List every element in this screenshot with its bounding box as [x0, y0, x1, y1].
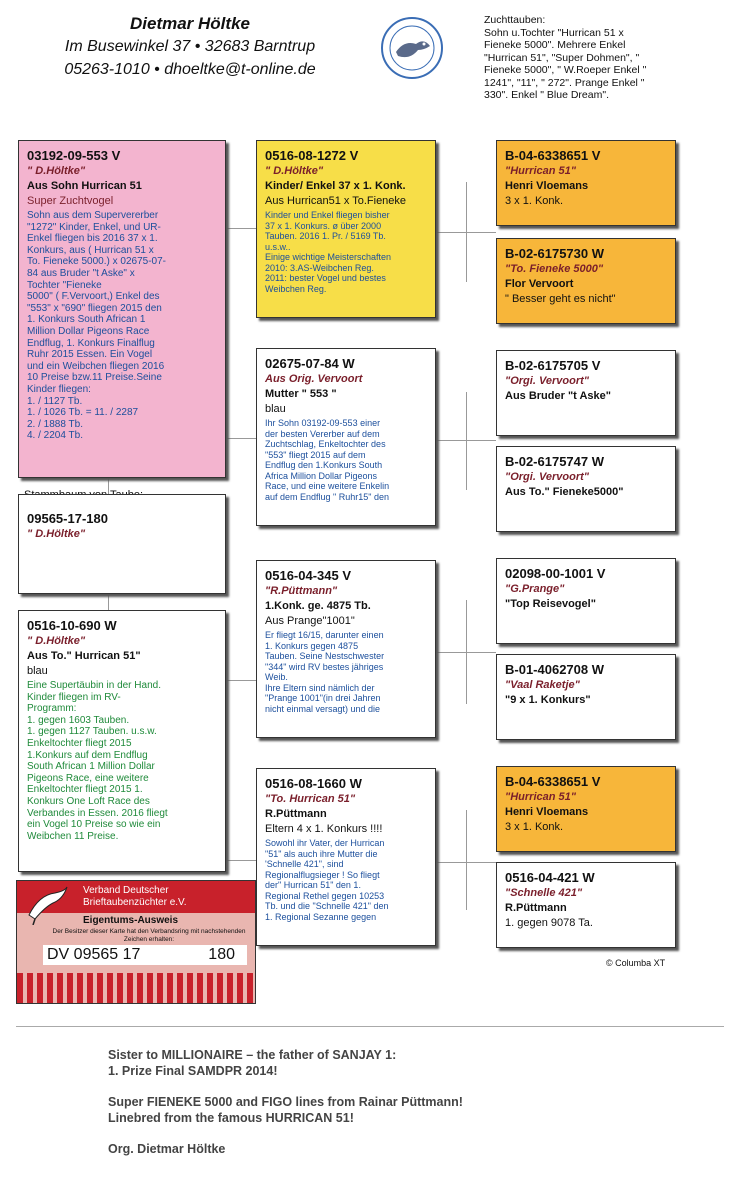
ggp-line1: "Top Reisevogel" — [505, 598, 596, 610]
zucht-line: 330". Enkel " Blue Dream". — [484, 89, 609, 101]
father-breeder: " D.Höltke" — [27, 165, 86, 177]
subject-breeder: " D.Höltke" — [27, 528, 86, 540]
gp3-description — [265, 630, 427, 714]
stork-emblem-icon — [25, 885, 69, 925]
desc-line: Kinder und Enkel fliegen bisher — [265, 210, 390, 220]
desc-line: Weibchen Reg. — [265, 283, 327, 294]
desc-line: 1. gegen 1127 Tauben. u.s.w. — [27, 726, 157, 738]
connector-line — [466, 182, 467, 282]
gp3-line1: 1.Konk. ge. 4875 Tb. — [265, 600, 371, 612]
desc-line: 2010: 3.AS-Weibchen Reg. — [265, 262, 374, 273]
father-card — [18, 140, 226, 478]
zucht-line: Sohn u.Tochter "Hurrican 51 x — [484, 26, 624, 39]
zucht-line: Fieneke 5000", " W.Roeper Enkel " — [484, 64, 647, 76]
great-grandparent-card — [496, 654, 676, 740]
gp1-line2: Aus Hurrican51 x To.Fieneke — [265, 195, 407, 207]
card-pattern-band — [17, 973, 255, 1003]
ggp-line1: Henri Vloemans — [505, 180, 589, 192]
desc-line: auf dem Endflug " Ruhr15" den — [265, 491, 389, 502]
grandparent-card-3 — [256, 560, 436, 738]
mother-description — [27, 680, 217, 842]
desc-line: Ruhr 2015 Essen. Ein Vogel — [27, 349, 153, 361]
desc-line: Endflug den 1.Konkurs South — [265, 460, 383, 470]
gp1-ring: 0516-08-1272 V — [265, 148, 359, 163]
ggp-line2: 3 x 1. Konk. — [505, 821, 564, 833]
bottom-line: 1. Prize Final SAMDPR 2014! — [108, 1064, 278, 1078]
desc-line: ein Vogel 10 Preise so wie ein — [27, 819, 161, 831]
father-line2: Super Zuchtvogel — [27, 195, 114, 207]
mother-line2: blau — [27, 665, 48, 677]
gp2-ring: 02675-07-84 W — [265, 356, 355, 371]
desc-line: 4. / 2204 Tb. — [27, 430, 83, 442]
gp4-line2: Eltern 4 x 1. Konkurs !!!! — [265, 823, 383, 835]
desc-line: Race, und eine weitere Enkelin — [265, 481, 390, 491]
desc-line: "Prange 1001"(in drei Jahren — [265, 693, 381, 703]
desc-line: Ihr Sohn 03192-09-553 einer — [265, 418, 381, 428]
bottom-line: Org. Dietmar Höltke — [108, 1142, 226, 1156]
ggp-ring: B-02-6175747 W — [505, 454, 604, 469]
desc-line: Tauben. 2016 1. Pr. / 5169 Tb. — [265, 231, 386, 241]
ggp-ring: 0516-04-421 W — [505, 870, 595, 885]
desc-line: 1. Konkurs gegen 4875 — [265, 640, 359, 651]
desc-line: Verbandes in Essen. 2016 fliegt — [27, 807, 168, 819]
card-title: Eigentums-Ausweis — [83, 915, 179, 926]
connector-line — [226, 228, 227, 438]
desc-line: Weibchen 11 Preise. — [27, 830, 119, 842]
connector-line — [226, 438, 256, 439]
father-description — [27, 210, 217, 442]
subject-card — [18, 494, 226, 594]
desc-line: Enkel fliegen bis 2016 37 x 1. — [27, 233, 158, 245]
ggp-line1: Aus Bruder "t Aske" — [505, 390, 611, 402]
ggp-breeder: "Schnelle 421" — [505, 887, 583, 899]
card-ring-suffix: 180 — [208, 946, 235, 963]
father-line1: Aus Sohn Hurrican 51 — [27, 180, 142, 192]
card-ring-number: DV 09565 17 — [47, 946, 141, 963]
connector-line — [466, 392, 467, 490]
desc-line: Africa Million Dollar Pigeons — [265, 470, 378, 481]
desc-line: Regionalflugsieger ! So fliegt — [265, 869, 380, 880]
desc-line: der" Hurrican 51" den 1. — [265, 880, 361, 890]
great-grandparent-card — [496, 238, 676, 324]
breeder-address: Im Busewinkel 37 • 32683 Barntrup — [64, 38, 316, 55]
desc-line: Konkurs One Loft Race des — [27, 795, 150, 807]
gp1-breeder: " D.Höltke" — [265, 165, 324, 177]
desc-line: "344" wird RV bestes jähriges — [265, 661, 384, 672]
card-org-line: Verband Deutscher — [83, 885, 169, 896]
desc-line: 84 aus Bruder "t Aske" x — [27, 267, 135, 279]
bottom-line: Linebred from the famous HURRICAN 51! — [108, 1111, 354, 1125]
separator-line — [16, 1026, 724, 1027]
pigeon-logo-icon — [380, 16, 444, 80]
desc-line: Ihre Eltern sind nämlich der — [265, 682, 375, 693]
desc-line: Kinder fliegen: — [27, 383, 91, 395]
great-grandparent-card — [496, 350, 676, 436]
connector-line — [226, 860, 256, 861]
breeder-name: Dietmar Höltke — [130, 14, 250, 33]
gp2-line2: blau — [265, 403, 286, 415]
gp3-line2: Aus Prange"1001" — [265, 615, 355, 627]
desc-line: nicht einmal versagt) und die — [265, 703, 381, 714]
desc-line: Pigeons Race, eine weitere — [27, 772, 149, 784]
desc-line: Million Dollar Pigeons Race — [27, 325, 150, 337]
mother-ring: 0516-10-690 W — [27, 618, 117, 633]
subject-ring: 09565-17-180 — [27, 511, 108, 526]
desc-line: "1272" Kinder, Enkel, und UR- — [27, 221, 161, 233]
gp3-breeder: "R.Püttmann" — [265, 585, 338, 597]
card-ring-field — [43, 945, 247, 965]
ggp-line1: Aus To." Fieneke5000" — [505, 486, 624, 498]
desc-line: Einige wichtige Meisterschaften — [265, 252, 392, 262]
desc-line: Tochter "Fieneke — [27, 279, 102, 291]
ggp-line1: Flor Vervoort — [505, 278, 574, 290]
ggp-breeder: "Orgi. Vervoort" — [505, 375, 589, 387]
mother-card — [18, 610, 226, 872]
great-grandparent-card — [496, 558, 676, 644]
desc-line: 10 Preise bzw.11 Preise.Seine — [27, 372, 162, 384]
desc-line: Sohn aus dem Supervererber — [27, 210, 159, 221]
connector-line — [466, 600, 467, 704]
desc-line: To. Fieneke 5000.) x 02675-07- — [27, 256, 166, 268]
desc-line: "553" fliegt 2015 auf dem — [265, 449, 366, 460]
desc-line: Kinder fliegen im RV- — [27, 691, 121, 703]
desc-line: 1.Konkurs auf dem Endflug — [27, 749, 148, 761]
father-ring: 03192-09-553 V — [27, 148, 121, 163]
ggp-ring: B-04-6338651 V — [505, 774, 601, 789]
ggp-ring: B-01-4062708 W — [505, 662, 604, 677]
connector-line — [108, 594, 109, 610]
card-organisation — [83, 885, 187, 909]
desc-line: 2011: bester Vogel und bestes — [265, 273, 386, 283]
desc-line: Sowohl ihr Vater, der Hurrican — [265, 838, 385, 848]
great-grandparent-card — [496, 862, 676, 948]
card-org-line: Brieftaubenzüchter e.V. — [83, 897, 187, 908]
gp2-breeder: Aus Orig. Vervoort — [265, 373, 363, 385]
desc-line: Tb. und die "Schnelle 421" den — [265, 901, 389, 911]
desc-line: 2. / 1888 Tb. — [27, 418, 83, 430]
desc-line: 1. / 1127 Tb. — [27, 395, 83, 407]
desc-line: 1. gegen 1603 Tauben. — [27, 714, 130, 726]
desc-line: Zuchtschlag, Enkeltochter des — [265, 439, 386, 449]
great-grandparent-card — [496, 446, 676, 532]
desc-line: 1. / 1026 Tb. = 11. / 2287 — [27, 407, 139, 419]
great-grandparent-card — [496, 766, 676, 852]
desc-line: Eine Supertäubin in der Hand. — [27, 680, 161, 691]
desc-line: Er fliegt 16/15, darunter einen — [265, 630, 384, 640]
ggp-breeder: "Orgi. Vervoort" — [505, 471, 589, 483]
ggp-ring: B-04-6338651 V — [505, 148, 601, 163]
desc-line: "553" x "690" fliegen 2015 den — [27, 302, 162, 314]
connector-line — [226, 680, 256, 681]
desc-line: 1. Konkurs South African 1 — [27, 314, 146, 326]
bottom-line: Super FIENEKE 5000 and FIGO lines from Rainar Püttmann! — [108, 1095, 463, 1109]
ggp-breeder: "To. Fieneke 5000" — [505, 263, 604, 275]
desc-line: "51" als auch ihre Mutter die — [265, 848, 378, 859]
ggp-ring: B-02-6175705 V — [505, 358, 601, 373]
connector-line — [226, 228, 256, 229]
ggp-breeder: "Hurrican 51" — [505, 165, 576, 177]
grandparent-card-4 — [256, 768, 436, 946]
ggp-breeder: "Vaal Raketje" — [505, 679, 580, 691]
gp2-line1: Mutter " 553 " — [265, 388, 337, 400]
gp1-description — [265, 210, 427, 294]
ggp-line2: 3 x 1. Konk. — [505, 195, 564, 207]
desc-line: Regional Rethel gegen 10253 — [265, 890, 385, 901]
gp4-line1: R.Püttmann — [265, 808, 327, 820]
desc-line: 1. Regional Sezanne gegen — [265, 911, 377, 922]
desc-line: Enkeltochter fliegt 2015 — [27, 737, 132, 749]
zucht-line: Fieneke 5000". Mehrere Enkel — [484, 39, 626, 51]
connector-line — [226, 680, 227, 860]
desc-line: 'Schnelle 421", sind — [265, 859, 344, 869]
desc-line: und ein Weibchen fliegen 2016 — [27, 360, 165, 372]
ggp-breeder: "G.Prange" — [505, 583, 565, 595]
mother-breeder: " D.Höltke" — [27, 635, 86, 647]
bottom-line: Sister to MILLIONAIRE – the father of SANJAY 1: — [108, 1048, 397, 1062]
ggp-breeder: "Hurrican 51" — [505, 791, 576, 803]
ggp-ring: B-02-6175730 W — [505, 246, 604, 261]
zucht-line: Zuchttauben: — [484, 14, 546, 26]
ggp-line1: R.Püttmann — [505, 902, 567, 914]
desc-line: 5000" ( F.Vervoort,) Enkel des — [27, 291, 160, 303]
connector-line — [466, 810, 467, 910]
gp3-ring: 0516-04-345 V — [265, 568, 352, 583]
desc-line: Endflug, 1. Konkurs Finalflug — [27, 337, 155, 349]
card-note: Der Besitzer dieser Karte hat den Verbandsring mit nachstehenden Zeichen erhalten: — [52, 928, 246, 943]
grandparent-card-1 — [256, 140, 436, 318]
gp4-ring: 0516-08-1660 W — [265, 776, 362, 791]
desc-line: Weib. — [265, 672, 288, 682]
gp4-breeder: "To. Hurrican 51" — [265, 793, 356, 805]
zuchttauben-note — [484, 14, 684, 102]
desc-line: Programm: — [27, 703, 77, 715]
grandparent-card-2 — [256, 348, 436, 526]
ggp-line1: "9 x 1. Konkurs" — [505, 694, 591, 706]
ggp-line1: Henri Vloemans — [505, 806, 589, 818]
breeder-contact: 05263-1010 • dhoeltke@t-online.de — [64, 61, 316, 78]
gp1-line1: Kinder/ Enkel 37 x 1. Konk. — [265, 180, 406, 192]
gp2-description — [265, 418, 427, 502]
desc-line: South African 1 Million Dollar — [27, 761, 155, 773]
desc-line: Konkurs, aus ( Hurrican 51 x — [27, 244, 154, 256]
great-grandparent-card — [496, 140, 676, 226]
ownership-card — [16, 880, 256, 1004]
desc-line: Tauben. Seine Nestschwester — [265, 651, 385, 661]
desc-line: 37 x 1. Konkurs. ø über 2000 — [265, 220, 382, 231]
mother-line1: Aus To." Hurrican 51" — [27, 650, 141, 662]
ggp-line2: 1. gegen 9078 Ta. — [505, 917, 593, 929]
zucht-line: 1241", "11", " 272". Prange Enkel " — [484, 76, 645, 89]
desc-line: Enkeltochter fliegt 2015 1. — [27, 784, 143, 796]
desc-line: der besten Vererber auf dem — [265, 428, 380, 439]
zucht-line: "Hurrican 51", "Super Dohmen", " — [484, 51, 640, 64]
ggp-line2: " Besser geht es nicht" — [505, 293, 616, 305]
desc-line: u.s.w.. — [265, 241, 291, 252]
gp4-description — [265, 838, 427, 922]
software-credit: © Columba XT — [606, 958, 666, 968]
ggp-ring: 02098-00-1001 V — [505, 566, 606, 581]
